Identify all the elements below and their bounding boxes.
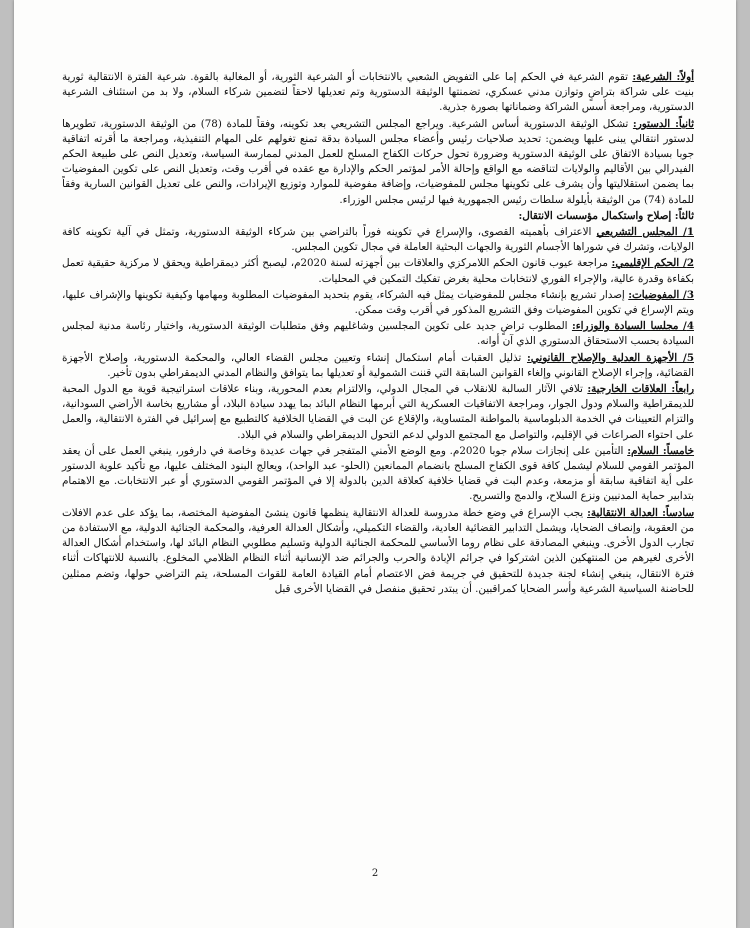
item-text: تذليل العقبات أمام استكمال إنشاء وتعيين مجلس القضاء العالي، والمحكمة الدستورية، وإصلاح الأجهزة القضائية، وإجراء الإصلاح القانوني وإلغاء القوانين السابقة التي قننت الشمولية أو تعديلها بما يتوافق والنظام المدني الديمقراطي بدون تأخير. bbox=[62, 351, 694, 379]
item-sovereignty-ministers bbox=[62, 319, 694, 349]
item-text: الاعتراف بأهميته القصوى، والإسراع في تكوينه فوراً بالتراضي بين شركاء الوثيقة الدستورية، وتمثل في آلية تكوينه كافة الولايات، وتشرك في شوراها الأجسام الثورية والجهات البحثية العاملة في مجال تكوين المجلس. bbox=[62, 226, 694, 254]
section-text: التأمين على إنجازات سلام جوبا 2020م. ومع الوضع الأمني المتفجر في جهات عديدة وخاصة في دارفور، ينبغي العمل على أن يعقد المؤتمر القومي للسلام ليشمل كافة قوى الكفاح المسلح بانضمام الممانعين (الحلو- عبد الواحد)، ويعالج البنود المختلف عليها، مع تأكيد علوية الدستور على أية اتفاقية سابقة أو مزمعة، وعدم البت في قضايا خلافية كعلاقة الدين بالدولة إلا في المؤتمر القومي الدستوري أو عبر الانتخابات. مع الاهتمام بتدابير حماية المدنيين ونزع السلاح، والدمج والتسريح. bbox=[62, 444, 694, 503]
section-institutions-heading bbox=[62, 209, 694, 224]
item-regional-governance bbox=[62, 256, 694, 286]
item-label: 3/ المفوضيات: bbox=[628, 288, 694, 301]
item-text: مراجعة عيوب قانون الحكم اللامركزي والعلاقات بين أجهزته لسنة 2020م، ليصبح أكثر ديمقراطية ويحقق لا مركزية حقيقية تعمل بكفاءة وقدرة عالية، والإجراء الفوري لانتخابات محلية بغرض تفكيك التمكين في المحليات. bbox=[62, 257, 694, 285]
item-legislative-council bbox=[62, 225, 694, 255]
item-label: 2/ الحكم الإقليمي: bbox=[611, 257, 695, 270]
item-label: 4/ مجلسا السيادة والوزراء: bbox=[571, 320, 694, 333]
section-foreign-relations bbox=[62, 382, 694, 443]
document-body bbox=[62, 70, 694, 598]
section-text: تقوم الشرعية في الحكم إما على التفويض الشعبي بالانتخابات أو الشرعية الثورية، أو المغالبة بالقوة. شرعية الفترة الانتقالية ثورية بنيت على شراكة بتراضٍ وتوازن مدني عسكري، تضمنتها الوثيقة الدستورية وتم تعديلها لاحقاً لتضمين شركاء السلام، ولا بد من استئناف الشرعية الدستورية، ومراجعة أسس الشراكة وضماناتها بصورة جذرية. bbox=[62, 71, 694, 114]
item-label: 5/ الأجهزة العدلية والإصلاح القانوني: bbox=[526, 351, 694, 364]
section-label: سادساً: العدالة الانتقالية: bbox=[587, 506, 694, 519]
item-text: إصدار تشريع بإنشاء مجلس للمفوضيات يمثل فيه الشركاء، يقوم بتحديد المفوضيات المطلوبة ومهامها وكيفية تكوينها والإشراف عليها، ويتم الإسراع في تكوين المفوضيات وفق التشريع المذكور في أقرب وقت ممكن. bbox=[62, 288, 694, 317]
section-label: ثانياً: الدستور: bbox=[632, 117, 694, 130]
section-text: تلافي الآثار السالبة للانقلاب في المجال الدولي، والالتزام بعدم المحورية، وبناء علاقات استراتيجية قوية مع الدول المحبة للديمقراطية والسلام ودول الجوار، ومراجعة الاتفاقيات العسكرية التي أبرمها النظام البائد بما يهدد سيادة البلاد، أو مشاريع بخاسة الأراضي السودانية، والتزام التعيينات في الخدمة الدبلوماسية بالمواطنة المتساوية، والإقلاع عن البت في القضايا الخلافية كالتطبيع مع إسرائيل في الفترة الانتقالية، والعمل على احتواء الصراعات في الإقليم، والتواصل مع المجتمع الدولي لدعم التحول الديمقراطي والسلام في البلاد. bbox=[62, 383, 694, 441]
section-peace bbox=[62, 444, 694, 505]
section-text: تشكل الوثيقة الدستورية أساس الشرعية. ويراجع المجلس التشريعي بعد تكوينه، وفقاً للمادة (78) من الوثيقة الدستورية، تطويرها لدستور انتقالي يبنى عليها ويضمن: تحديد صلاحيات رئيس وأعضاء مجلس السيادة بدقة تمنع تغولهم على المهام التنفيذية، ومراجعة ما أقرته اتفاقية جوبا بسيادة الاتفاق على الوثيقة الدستورية وضرورة تحول حركات الكفاح المسلح للعمل المدني لممارسة السياسة، وتعديل النص على طبيعة الحكم الفيدرالي بين الأقاليم والولايات لتناقضه مع الواقع وإحالة الأمر لمؤتمر الحكم والإدارة مع عقده في أقرب وقت، وتعديل النص على تكوين المفوضيات بما يضمن استقلاليتها وأن يشرف على تكوينها مجلس للمفوضيات، وإضافة مفوضية للموارد وتوزيع الإيرادات، والنص على تعديل القوانين السارية وفقاً للمادة (74) من الوثيقة بأيلولة سلطات رئيس الجمهورية فيها لرئيس مجلس الوزراء. bbox=[62, 117, 694, 206]
section-label: رابعاً: العلاقات الخارجية: bbox=[587, 383, 695, 396]
item-commissions bbox=[62, 288, 694, 318]
section-heading: ثالثاً: إصلاح واستكمال مؤسسات الانتقال: bbox=[518, 209, 694, 222]
section-constitution bbox=[62, 117, 694, 208]
section-text: يجب الإسراع في وضع خطة مدروسة للعدالة الانتقالية ينظمها قانون ينشئ المفوضية المختصة، بما يؤكد على عدم الافلات من العقوبة، وإنصاف الضحايا، ويشمل التدابير القضائية العادية، والقضاء التكميلي، وأشكال العدالة العرفية، والمحكمة الجنائية الدولية، مع الاستفادة من تجارب الدول الأخرى. وينبغي المصادقة على نظام روما الأساسي للمحكمة الجنائية الدولية وتسليم مطلوبي النظام البائد لها، واستخدام أشكال العدالة الأخرى لغيرهم من المنتهكين الذين اشتركوا في جرائم الإبادة والحرب والجرائم ضد الإنسانية أثناء النظام الظلامي المخلوع. بالنسبة للانتهاكات أثناء فترة الانتقال، ينبغي إنشاء لجنة جديدة للتحقيق في جريمة فض الاعتصام أمام القيادة العامة للقوات المسلحة، يتم التراضي حولها، وتضم ممثلين للحاضنة السياسية الشرعية وأسر الضحايا كمراقبين. أن يبتدر تحقيق منفصل في القضايا الأخرى قبل bbox=[62, 506, 694, 595]
section-transitional-justice bbox=[62, 506, 694, 597]
item-label: 1/ المجلس التشريعي bbox=[596, 226, 694, 239]
page-number: 2 bbox=[371, 868, 379, 879]
item-judicial-reform bbox=[62, 351, 694, 381]
item-text: المطلوب تراضٍ جديد على تكوين المجلسين وشاغليهم وفق متطلبات الوثيقة الدستورية، واختيار رئاسة مدنية لمجلس السيادة بحسب الاستحقاق الدستوري الذي آن أوانه. bbox=[62, 320, 694, 348]
document-page bbox=[14, 0, 736, 928]
section-label: أولاً: الشرعية: bbox=[632, 71, 694, 83]
section-label: خامساً: السلام: bbox=[627, 444, 695, 457]
section-legitimacy bbox=[62, 70, 694, 116]
